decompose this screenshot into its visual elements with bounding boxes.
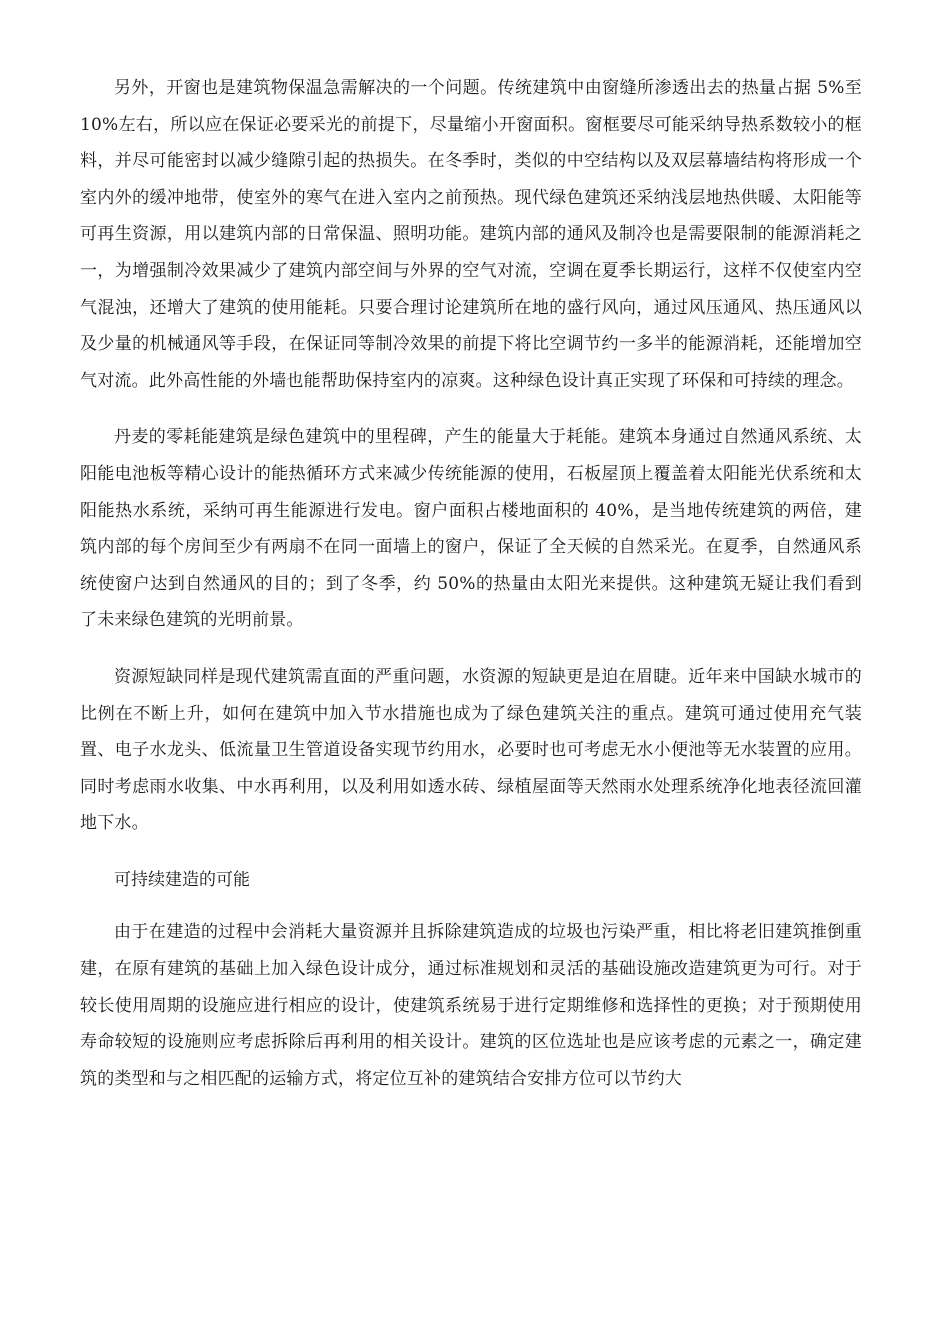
paragraph-sustainable-construction: 由于在建造的过程中会消耗大量资源并且拆除建筑造成的垃圾也污染严重，相比将老旧建筑推倒重建，在原有建筑的基础上加入绿色设计成分，通过标准规划和灵活的基础设施改造建筑更为可行。对于较长使用周期的设施应进行相应的设计，使建筑系统易于进行定期维修和选择性的更换；对于预期使用寿命较短的设施则应考虑拆除后再利用的相关设计。建筑的区位选址也是应该考虑的元素之一，确定建筑的类型和与之相匹配的运输方式，将定位互补的建筑结合安排方位可以节约大	[80, 922, 862, 1089]
section-heading: 可持续建造的可能	[114, 869, 250, 890]
paragraph-window-insulation: 另外，开窗也是建筑物保温急需解决的一个问题。传统建筑中由窗缝所渗透出去的热量占据 5%至 10%左右，所以应在保证必要采光的前提下，尽量缩小开窗面积。窗框要尽可能采纳导热系数较小的框料，并尽可能密封以减少缝隙引起的热损失。在冬季时，类似的中空结构以及双层幕墙结构将形成一个室内外的缓冲地带，使室外的寒气在进入室内之前预热。现代绿色建筑还采纳浅层地热供暖、太阳能等可再生资源，用以建筑内部的日常保温、照明功能。建筑内部的通风及制冷也是需要限制的能源消耗之一，为增强制冷效果减少了建筑内部空间与外界的空气对流，空调在夏季长期运行，这样不仅使室内空气混浊，还增大了建筑的使用能耗。只要合理讨论建筑所在地的盛行风向，通过风压通风、热压通风以及少量的机械通风等手段，在保证同等制冷效果的前提下将比空调节约一多半的能源消耗，还能增加空气对流。此外高性能的外墙也能帮助保持室内的凉爽。这种绿色设计真正实现了环保和可持续的理念。	[80, 78, 862, 391]
paragraph-water-resources: 资源短缺同样是现代建筑需直面的严重问题，水资源的短缺更是迫在眉睫。近年来中国缺水城市的比例在不断上升，如何在建筑中加入节水措施也成为了绿色建筑关注的重点。建筑可通过使用充气装置、电子水龙头、低流量卫生管道设备实现节约用水，必要时也可考虑无水小便池等无水装置的应用。同时考虑雨水收集、中水再利用，以及利用如透水砖、绿植屋面等天然雨水处理系统净化地表径流回灌地下水。	[80, 666, 862, 834]
document-page	[80, 70, 862, 1117]
paragraph-denmark-zero-energy: 丹麦的零耗能建筑是绿色建筑中的里程碑，产生的能量大于耗能。建筑本身通过自然通风系统、太阳能电池板等精心设计的能热循环方式来减少传统能源的使用，石板屋顶上覆盖着太阳能光伏系统和太阳能热水系统，采纳可再生能源进行发电。窗户面积占楼地面积的 40%，是当地传统建筑的两倍，建筑内部的每个房间至少有两扇不在同一面墙上的窗户，保证了全天候的自然采光。在夏季，自然通风系统使窗户达到自然通风的目的；到了冬季，约 50%的热量由太阳光来提供。这种建筑无疑让我们看到了未来绿色建筑的光明前景。	[80, 427, 862, 631]
